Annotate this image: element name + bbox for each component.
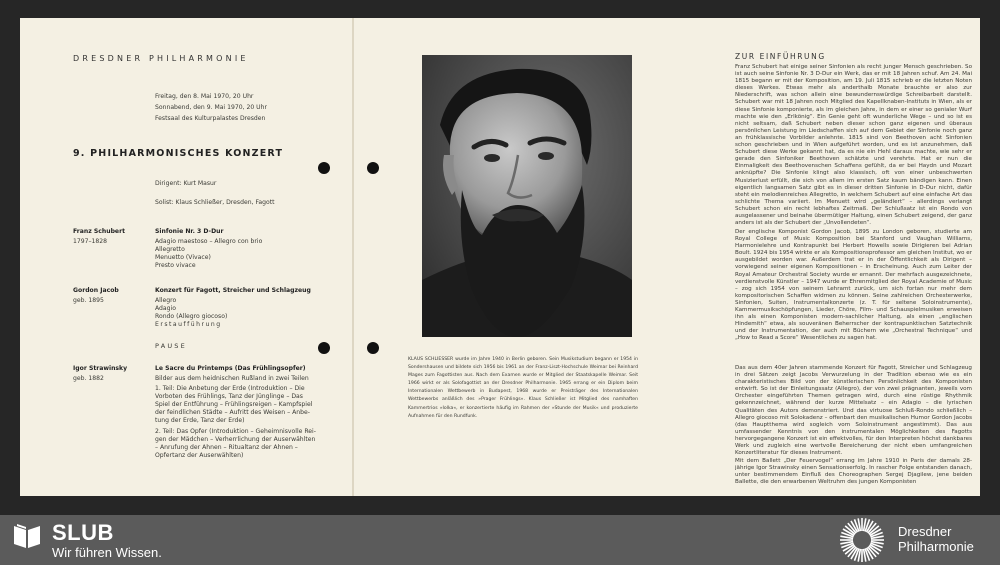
date-line: Sonnabend, den 9. Mai 1970, 20 Uhr xyxy=(155,104,267,111)
library-logo-text[interactable]: SLUB xyxy=(52,520,114,545)
intro-paragraph-jacob: Der englische Komponist Gordon Jacob, 1895 zu London geboren, studierte am Royal College of Music Komposition bei Stanford und Vaughan Williams, Harmonielehre und Kontrapunkt bei Herbert Howells sowie Dirigieren bei Adrian Boult. 1924 bis 1954 wirkte er als Kompositionsprofessor am gleichen Institut, wo er ausgebildet worden war. Außerdem trat er in der Öffentlichkeit als Dirigent – vorwiegend seiner eigenen Kompositionen – in Erscheinung. Auch zum Leiter der Royal Amateur Orchestral Society wurde er ernannt. Der mehrfach ausgezeichnete, verdienstvolle Künstler – 1947 wurde er Ehrenmitglied der Royal Academie of Music – zog sich 1954 von seinem Lehramt zurück, um sich fortan nur mehr dem kompositorischen Schaffen widmen zu können. Seine zahlreichen Orchesterwerke, Sinfonien, Suiten, Instrumentalkonzerte (z. T. für seltene Soloinstrumente), Kammermusikschöpfungen, Lieder, Chöre, Film- und Schauspielmusiken erweisen ihn als einen Komponisten modern-sachlicher Haltung, als einen „englischen Hindemith“ etwa, als souveränen Beherrscher der kontrapunktischen Satztechnik und der Instrumentation, der auch mit Büchern wie „Orchestral Technique“ und „How to Read a Score“ Wesentliches zu sagen hat. xyxy=(735,229,972,342)
work-title: Sinfonie Nr. 3 D-Dur xyxy=(155,228,224,235)
intro-paragraph-schubert: Franz Schubert hat einige seiner Sinfonien als recht junger Mensch geschrieben. So ist auch seine Sinfonie Nr. 3 D-Dur ein Werk, das er mit 18 Jahren schuf. Am 24. Mai 1815 begann er mit der Komposition, am 19. Juli 1815 schrieb er die letzten Noten dieses Werkes. Etwas mehr als anderthalb Monate brauchte er also zur Niederschrift, was schon allein eine bewundernswürdige Schreibarbeit darstellt. Schubert war mit 18 Jahren noch Mitglied des Kapellknaben-Instituts in Wien, als er diese Sinfonie komponierte, als im gleichen Jahre, in dem er einer so genialer Wurf machte wie den „Erlkönig“. Ein Genie geht oft wunderliche Wege – und so ist es nicht seltsam, daß Schubert neben dieser schon ganz eigenen und überaus persönlichen Leistung im Liedschaffen sich auf dem Gebiet der Sinfonie noch ganz an frühklassische Vorbilder anlehnte. 1815 sind von Beethoven acht Sinfonien schon geschrieben und in Wien aufgeführt worden, und es ist anzunehmen, daß Schubert diese Werke gekannt hat, da es nie ein Hehl daraus machte, wie sehr er gerade den Sinfoniker Beethoven schätzte und verehrte. Hat er nun die Einmaligkeit des Beethovenschen Schaffens gefühlt, da er bei Haydn und Mozart anknüpfte? Die Sinfonie klingt also klassisch, oft von einer unbeschwerten Musizierlust erfüllt, die sich von allem im ersten Satz kaum bändigen kann. Einen eigentlich langsamen Satz gibt es in dieser dritten Sinfonie in D-Dur nicht, dafür steht ein melodienreiches Allegretto, in welchem Schubert auf eine einfache Art das schlichte Thema variiert. Im Menuett wird „geländlert“ – allerdings verlangt Schubert schon ein recht lebhaftes Zeitmaß. Der Schlußsatz ist ein Rondo von ausgelassener und beinahe übermütiger Haltung, einen Schubert zeigend, der ganz anders ist als der Schubert der „Unvollendeten“. xyxy=(735,64,972,225)
intro-heading: ZUR EINFÜHRUNG xyxy=(735,52,826,61)
part-line: Spiel der Entführung – Frühlingsreigen – Kampfspiel xyxy=(155,401,313,408)
movement-line: Adagio maestoso – Allegro con brio xyxy=(155,238,263,245)
composer-name: Gordon Jacob xyxy=(73,287,119,294)
movement-line: Allegretto xyxy=(155,246,185,253)
composer-years: geb. 1882 xyxy=(73,375,104,382)
intro-paragraph-strawinsky: Mit dem Ballett „Der Feuervogel“ errang im Jahre 1910 in Paris der damals 28-jährige Igor Strawinsky einen Sensationserfolg. In rascher Folge entstanden danach, unter bestimmendem Einfluß des Choreographen Sergej Djagilew, jene beiden Ballette, die den erwarbenen Weltruhm des jungen Komponisten xyxy=(735,458,972,486)
partner-name-line2[interactable]: Philharmonie xyxy=(898,539,974,554)
punch-hole xyxy=(367,342,379,354)
part-line: Vorboten des Frühlings, Tanz der Jünglinge – Das xyxy=(155,393,303,400)
page-fold xyxy=(352,18,354,496)
premiere-note: Erstaufführung xyxy=(155,321,222,328)
punch-hole xyxy=(367,162,379,174)
library-tagline: Wir führen Wissen. xyxy=(52,545,162,560)
work-title: Le Sacre du Printemps (Das Frühlingsopfer) xyxy=(155,365,306,372)
punch-hole xyxy=(318,162,330,174)
portrait-illustration xyxy=(422,55,632,337)
movement-line: Allegro xyxy=(155,297,177,304)
philharmonie-sunburst-icon[interactable] xyxy=(838,516,886,564)
soloist-portrait-photo xyxy=(422,55,632,337)
venue-line: Festsaal des Kulturpalastes Dresden xyxy=(155,115,266,122)
org-header: DRESDNER PHILHARMONIE xyxy=(73,54,249,63)
punch-hole xyxy=(318,342,330,354)
partner-name-line1[interactable]: Dresdner xyxy=(898,524,952,539)
composer-name: Franz Schubert xyxy=(73,228,125,235)
part-line: gen der Mädchen – Verherrlichung der Auserwählten xyxy=(155,436,316,443)
part-line: der feindlichen Städte – Aufritt des Weisen – Anbe- xyxy=(155,409,310,416)
composer-name: Igor Strawinsky xyxy=(73,365,128,372)
composer-years: 1797–1828 xyxy=(73,238,108,245)
part-line: Opfertanz der Auserwählten) xyxy=(155,452,244,459)
intro-paragraph-concerto: Das aus dem 40er Jahren stammende Konzert für Fagott, Streicher und Schlagzeug in drei Sätzen zeigt Jacobs Verwurzelung in der Tradition ebenso wie es ein charakteristisches Bild von der künstlerischen Persönlichkeit des Komponisten entwirft. So ist der Einleitungssatz (Allegro), der von zwei prägnanten, jeweils vom Orchester eingeführten Themen getragen wird, durch eine rüstige Rhythmik gekennzeichnet, während der kurze Mittelsatz – ein Adagio – die lyrischen Qualitäten des Autors demonstriert. Und das virtuose Schluß-Rondo schließlich – Allegro giocoso mit Solokadenz – offenbart den musikalischen Humor Gordon Jacobs (das Hauptthema wird sogleich vom Soloinstrument angestimmt). Das aus umfassender Kenntnis von den instrumentalen Möglichkeiten des Fagotts hervorgegangene Konzert ist ein effektvolles, für den Interpreten höchst dankbares Werk und zugleich eine wertvolle Bereicherung der nicht eben umfangreichen Konzertliteratur für dieses Instrument. xyxy=(735,365,972,455)
composer-years: geb. 1895 xyxy=(73,297,104,304)
slub-book-icon[interactable] xyxy=(12,522,42,550)
conductor-line: Dirigent: Kurt Masur xyxy=(155,180,217,187)
movement-line: Adagio xyxy=(155,305,176,312)
movement-line: Menuetto (Vivace) xyxy=(155,254,211,261)
movement-line: Rondo (Allegro giocoso) xyxy=(155,313,228,320)
soloist-line: Solist: Klaus Schließer, Dresden, Fagott xyxy=(155,199,275,206)
work-title: Konzert für Fagott, Streicher und Schlagzeug xyxy=(155,287,311,294)
part-line: tung der Erde, Tanz der Erde) xyxy=(155,417,245,424)
part-line: – Anrufung der Ahnen – Ritualtanz der Ahnen – xyxy=(155,444,298,451)
movement-line: Presto vivace xyxy=(155,262,196,269)
concert-title: 9. PHILHARMONISCHES KONZERT xyxy=(73,148,284,159)
part-line: 2. Teil: Das Opfer (Introduktion – Geheimnisvolle Rei- xyxy=(155,428,316,435)
part-line: 1. Teil: Die Anbetung der Erde (Introduktion – Die xyxy=(155,385,305,392)
date-line: Freitag, den 8. Mai 1970, 20 Uhr xyxy=(155,93,254,100)
soloist-caption: KLAUS SCHLIESSER wurde im Jahre 1940 in Berlin geboren. Sein Musikstudium begann er 1954 in Sondershausen und bildete sich 1956 bis 1961 an der Franz-Liszt-Hochschule Weimar bei Reinhard Mages zum Fagottisten aus. Nach dem Examen wurde er Mitglied der Staatskapelle Weimar. Seit 1966 wirkt er als Solofagottist an der Dresdner Philharmonie. 1965 errang er ein Diplom beim Internationalen Wettbewerb in Budapest, 1968 wurde er Preisträger des Internationalen Wettbewerbs anläßlich des »Prager Frühlings«. Klaus Schließer ist Mitglied des namhaften Kammertrios »Iolka«, er konzertierte häufig im Rahmen der »Stunde der Musik« und produzierte Aufnahmen für den Rundfunk. xyxy=(408,357,638,419)
pause-label: PAUSE xyxy=(155,342,187,350)
work-subtitle: Bilder aus dem heidnischen Rußland in zwei Teilen xyxy=(155,375,309,382)
